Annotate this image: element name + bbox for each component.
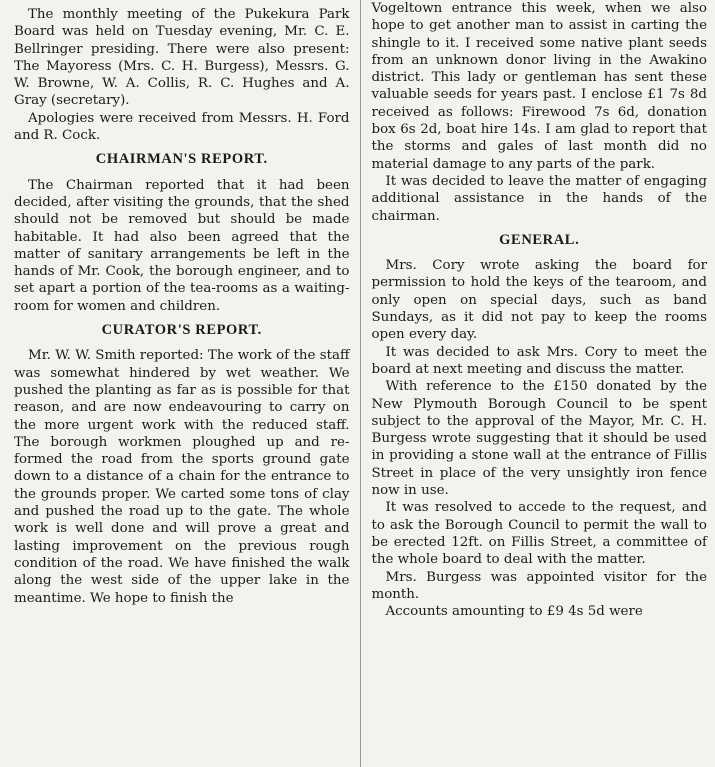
left-column xyxy=(14,0,350,767)
visitor-appointment-paragraph: Mrs. Burgess was appointed visitor for the month. xyxy=(371,569,707,602)
curators-report-continued-paragraph: Vogeltown entrance this week, when we also hope to get another man to assist in carting the shingle to it. I received some native plant seeds from an unknown donor living in the Awakino district. This lady or gentleman has sent these valuable seeds for years past. I enclose £1 7s 8d received as follows: Firewood 7s 6d, donation box 6s 2d, boat hire 14s. I am glad to report that the storms and gales of last month did no material damage to any parts of the park. xyxy=(371,1,707,172)
wall-resolution-paragraph: It was resolved to accede to the request, and to ask the Borough Council to permit the wall to be erected 12ft. on Fillis Street, a committee of the whole board to deal with the matter. xyxy=(371,500,707,568)
accounts-paragraph: Accounts amounting to £9 4s 5d were xyxy=(385,604,643,620)
curators-report-heading: CURATOR'S REPORT. xyxy=(101,322,262,339)
chairmans-report-paragraph: The Chairman reported that it had been decided, after visiting the grounds, that the shed should not be removed but should be made habitable. It had also been agreed that the matter of sanitary arrangements be left in the hands of Mr. Cook, the borough engineer, and to set apart a portion of the tea-rooms as a waiting-room for women and children. xyxy=(14,177,350,314)
general-heading: GENERAL. xyxy=(499,231,580,248)
column-divider xyxy=(360,0,361,767)
curators-report-paragraph: Mr. W. W. Smith reported: The work of the staff was somewhat hindered by wet weather. We pushed the planting as far as is possible for that reason, and are now endeavouring to carry on the more urgent work with the reduced staff. The borough workmen ploughed up and re-formed the road from the sports ground gate down to a distance of a chain for the entrance to the grounds proper. We carted some tons of clay and pushed the road up to the gate. The whole work is well done and will prove a great and lasting improvement on the previous rough condition of the road. We have finished the walk along the west side of the upper lake in the meantime. We hope to finish the xyxy=(14,348,350,606)
right-column xyxy=(372,0,708,767)
apologies-paragraph: Apologies were received from Messrs. H. Ford and R. Cock. xyxy=(14,110,350,144)
mrs-cory-request-paragraph: Mrs. Cory wrote asking the board for permission to hold the keys of the tearoom, and only open on special days, such as band Sundays, as it did not pay to keep the rooms open every day. xyxy=(371,258,707,343)
mrs-cory-decision-paragraph: It was decided to ask Mrs. Cory to meet the board at next meeting and discuss the matter. xyxy=(371,344,707,377)
stone-wall-proposal-paragraph: With reference to the £150 donated by the New Plymouth Borough Council to be spent subject to the approval of the Mayor, Mr. C. H. Burgess wrote suggesting that it should be used in providing a stone wall at the entrance of Fillis Street in place of the very unsightly iron fence now in use. xyxy=(371,379,707,499)
chairmans-report-heading: CHAIRMAN'S REPORT. xyxy=(95,151,268,168)
meeting-intro-paragraph: The monthly meeting of the Pukekura Park Board was held on Tuesday evening, Mr. C. E. Bellringer presiding. There were also present: The Mayoress (Mrs. C. H. Burgess), Messrs. G. W. Browne, W. A. Collis, R. C. Hughes and A. Gray (secretary). xyxy=(14,7,350,109)
assistance-decision-paragraph: It was decided to leave the matter of engaging additional assistance in the hands of the chairman. xyxy=(371,173,707,224)
